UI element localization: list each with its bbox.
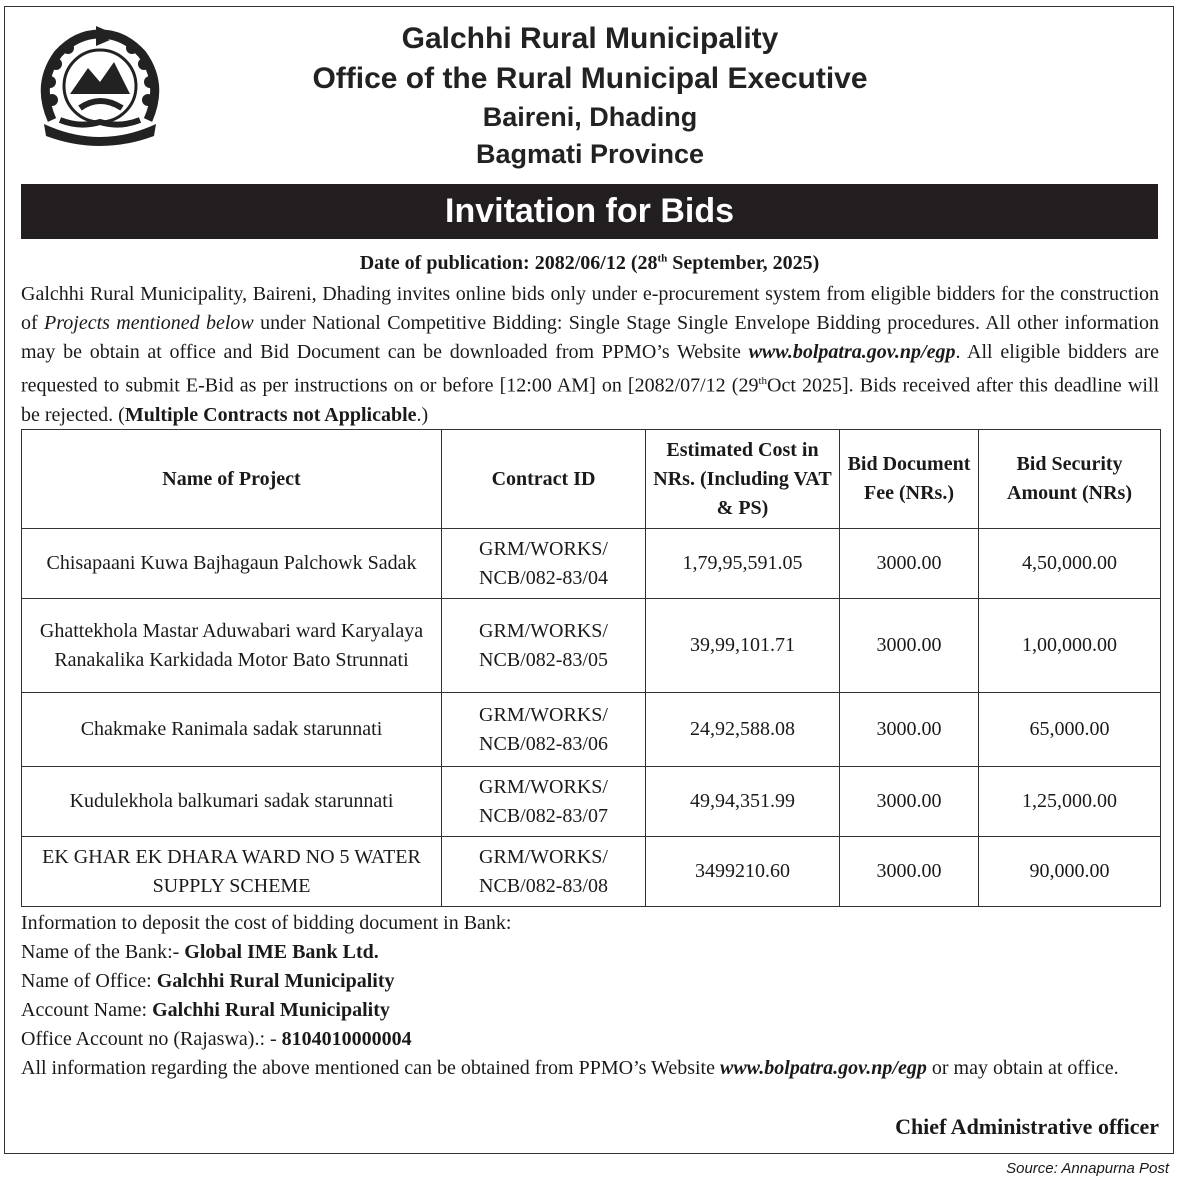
table-row [22, 837, 1161, 907]
intro-bold-note: Multiple Contracts not Applicable [124, 403, 417, 426]
bank-name-line [21, 938, 1159, 967]
contract-id: GRM/WORKS/ NCB/082-83/05 [442, 599, 646, 693]
publication-date-label: Date of publication: 2082/06/12 (28 [359, 252, 658, 274]
table-row [22, 693, 1161, 767]
account-name-line [21, 996, 1159, 1025]
office-name-line [21, 967, 1159, 996]
bids-table [21, 429, 1161, 907]
office-location: Baireni, Dhading [482, 102, 698, 132]
bank-info-section [21, 909, 1159, 1083]
intro-text-5: .) [416, 403, 429, 426]
final-info-text-2: or may obtain at office. [926, 1057, 1119, 1079]
bid-document-fee: 3000.00 [840, 599, 979, 693]
municipality-name: Galchhi Rural Municipality [401, 22, 779, 55]
contract-id: GRM/WORKS/ NCB/082-83/04 [442, 529, 646, 599]
office-name: Office of the Rural Municipal Executive [312, 62, 868, 95]
bid-security-amount: 90,000.00 [979, 837, 1161, 907]
intro-website-link[interactable]: www.bolpatra.gov.np/egp [748, 341, 956, 363]
final-info-line [21, 1054, 1159, 1083]
bid-document-fee: 3000.00 [840, 837, 979, 907]
estimated-cost: 24,92,588.08 [646, 693, 840, 767]
estimated-cost: 39,99,101.71 [646, 599, 840, 693]
header-estimated-cost: Estimated Cost in NRs. (Including VAT & PS) [646, 430, 840, 529]
header-name-of-project: Name of Project [22, 430, 442, 529]
bank-name-label: Name of the Bank:- [21, 941, 185, 963]
project-name: Chakmake Ranimala sadak starunnati [22, 693, 442, 767]
bank-name-value: Global IME Bank Ltd. [184, 941, 379, 963]
estimated-cost: 3499210.60 [646, 837, 840, 907]
bid-document-fee: 3000.00 [840, 767, 979, 837]
bank-info-intro: Information to deposit the cost of bidding document in Bank: [21, 912, 512, 934]
account-number-value: 8104010000004 [281, 1028, 412, 1050]
intro-text-2: under National Competitive Bidding: Single Stage Single Envelope Bidding procedures. All other information may be obtain at office and Bid Document can be downloaded from PPMO’s Website [21, 312, 1159, 363]
estimated-cost: 1,79,95,591.05 [646, 529, 840, 599]
account-name-label: Account Name: [21, 999, 153, 1021]
table-row [22, 767, 1161, 837]
contract-id: GRM/WORKS/ NCB/082-83/07 [442, 767, 646, 837]
office-name-value: Galchhi Rural Municipality [156, 970, 395, 992]
nepal-government-emblem-icon [30, 24, 170, 146]
contract-id: GRM/WORKS/ NCB/082-83/08 [442, 837, 646, 907]
account-number-label: Office Account no (Rajaswa).: - [21, 1028, 282, 1050]
contract-id: GRM/WORKS/ NCB/082-83/06 [442, 693, 646, 767]
project-name: Kudulekhola balkumari sadak starunnati [22, 767, 442, 837]
intro-text-4: Oct 2025]. Bids received after this deadline will be rejected. ( [21, 374, 1160, 426]
notice-title-banner: Invitation for Bids [21, 184, 1158, 239]
header-bid-document-fee: Bid Document Fee (NRs.) [840, 430, 979, 529]
bid-security-amount: 1,00,000.00 [979, 599, 1161, 693]
publication-date-rest: September, 2025) [667, 252, 820, 274]
header-contract-id: Contract ID [442, 430, 646, 529]
intro-text-3: . All eligible bidders are requested to submit E-Bid as per instructions on or before [12:00 AM] on [2082/07/12 (29 [21, 341, 1159, 397]
bid-document-fee: 3000.00 [840, 529, 979, 599]
province-name: Bagmati Province [475, 139, 705, 169]
office-name-label: Name of Office: [21, 970, 157, 992]
signoff-title: Chief Administrative officer [895, 1114, 1159, 1139]
bid-security-amount: 1,25,000.00 [979, 767, 1161, 837]
project-name: Chisapaani Kuwa Bajhagaun Palchowk Sadak [22, 529, 442, 599]
table-row [22, 529, 1161, 599]
publication-date-sup: th [657, 252, 668, 265]
project-name: Ghattekhola Mastar Aduwabari ward Karyalaya Ranakalika Karkidada Motor Bato Strunnati [22, 599, 442, 693]
source-credit: Source: Annapurna Post [1006, 1160, 1169, 1177]
bid-security-amount: 65,000.00 [979, 693, 1161, 767]
bid-security-amount: 4,50,000.00 [979, 529, 1161, 599]
intro-paragraph [21, 280, 1159, 430]
intro-sup: th [758, 375, 768, 387]
intro-italic: Projects mentioned below [44, 312, 254, 334]
table-header-row [22, 430, 1161, 529]
header-bid-security: Bid Security Amount (NRs) [979, 430, 1161, 529]
table-row [22, 599, 1161, 693]
account-name-value: Galchhi Rural Municipality [152, 999, 390, 1021]
intro-text-1: Galchhi Rural Municipality, Baireni, Dhading invites online bids only under e-procurement system from eligible bidders for the construction of [21, 283, 1159, 334]
final-info-text-1: All information regarding the above mentioned can be obtained from PPMO’s Website [21, 1057, 720, 1079]
final-website-link[interactable]: www.bolpatra.gov.np/egp [719, 1057, 927, 1079]
estimated-cost: 49,94,351.99 [646, 767, 840, 837]
publication-date [21, 252, 1158, 275]
project-name: EK GHAR EK DHARA WARD NO 5 WATER SUPPLY SCHEME [22, 837, 442, 907]
bid-document-fee: 3000.00 [840, 693, 979, 767]
account-number-line [21, 1025, 1159, 1054]
